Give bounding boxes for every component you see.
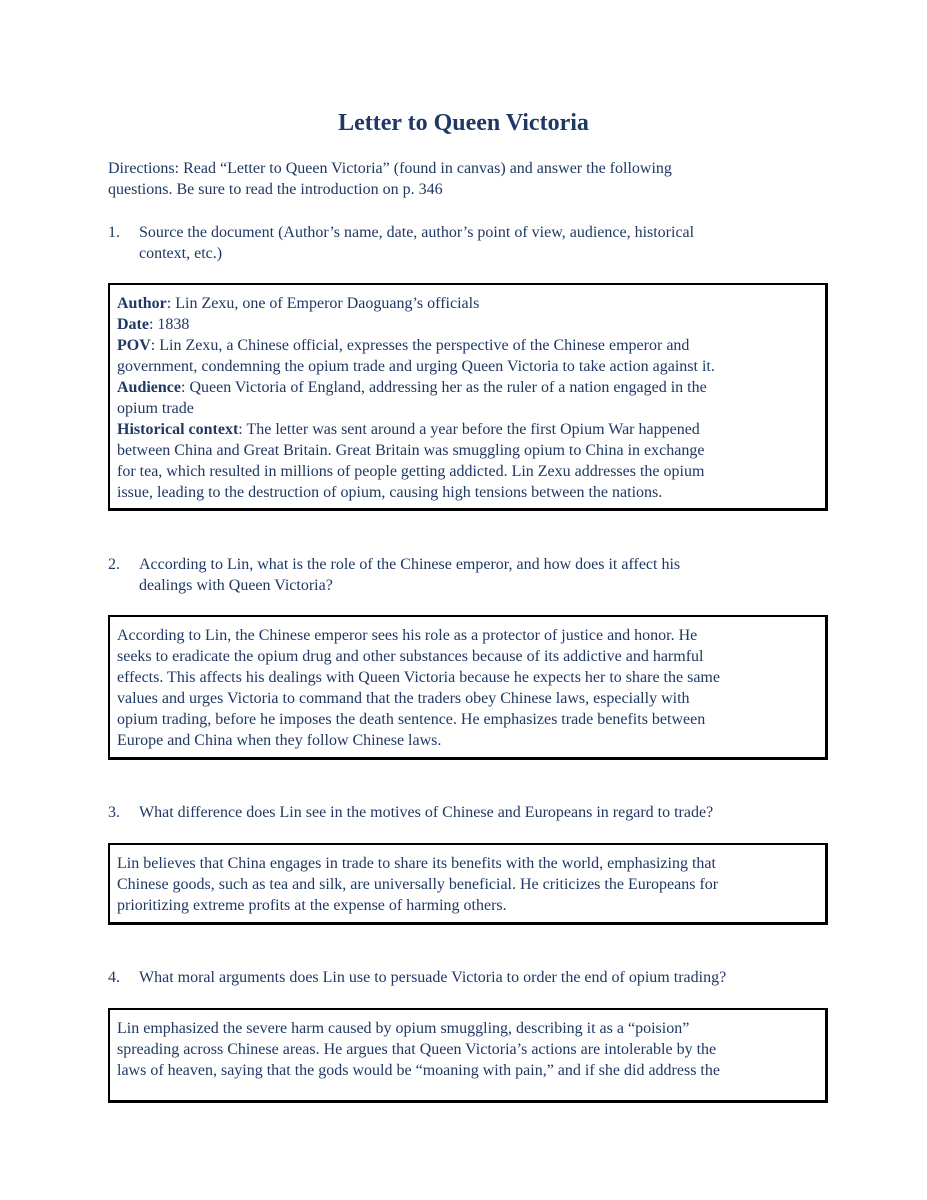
- answer-line: [117, 419, 817, 440]
- question-line: According to Lin, what is the role of the Chinese emperor, and how does it affect his: [139, 556, 681, 573]
- question-text: [139, 967, 808, 988]
- question-3: [108, 802, 808, 823]
- document-title: Letter to Queen Victoria: [338, 110, 589, 136]
- audience-value: : Queen Victoria of England, addressing her as the ruler of a nation engaged in the: [181, 379, 707, 396]
- answer-line: Lin believes that China engages in trade to share its benefits with the world, emphasizing that: [117, 855, 716, 872]
- answer-line: effects. This affects his dealings with Queen Victoria because he expects her to share the same: [117, 669, 720, 686]
- question-number: 2.: [108, 556, 120, 573]
- question-text: [139, 222, 808, 264]
- date-label: Date: [117, 316, 149, 333]
- answer-box-4[interactable]: [108, 1008, 828, 1103]
- question-1: [108, 222, 808, 264]
- answer-line: laws of heaven, saying that the gods would be “moaning with pain,” and if she did address the: [117, 1062, 720, 1079]
- answer-line: between China and Great Britain. Great Britain was smuggling opium to China in exchange: [117, 442, 705, 459]
- pov-value: : Lin Zexu, a Chinese official, expresses the perspective of the Chinese emperor and: [150, 337, 690, 354]
- answer-line: government, condemning the opium trade and urging Queen Victoria to take action against it.: [117, 358, 715, 375]
- answer-line: prioritizing extreme profits at the expense of harming others.: [117, 897, 507, 914]
- answer-box-1[interactable]: [108, 283, 828, 511]
- answer-line: According to Lin, the Chinese emperor sees his role as a protector of justice and honor. He: [117, 627, 698, 644]
- answer-line: spreading across Chinese areas. He argues that Queen Victoria’s actions are intolerable by the: [117, 1041, 717, 1058]
- question-line: context, etc.): [139, 245, 223, 262]
- answer-line: Lin emphasized the severe harm caused by opium smuggling, describing it as a “poision”: [117, 1020, 690, 1037]
- answer-box-2[interactable]: [108, 615, 828, 760]
- context-value: : The letter was sent around a year before the first Opium War happened: [238, 421, 700, 438]
- question-text: [139, 554, 808, 596]
- answer-line: Chinese goods, such as tea and silk, are universally beneficial. He criticizes the Europeans for: [117, 876, 719, 893]
- audience-label: Audience: [117, 379, 181, 396]
- directions-line: Directions: Read “Letter to Queen Victoria” (found in canvas) and answer the following: [108, 160, 672, 177]
- date-value: : 1838: [148, 316, 190, 333]
- answer-box-3[interactable]: [108, 843, 828, 925]
- answer-line: issue, leading to the destruction of opium, causing high tensions between the nations.: [117, 484, 663, 501]
- context-label: Historical context: [117, 421, 239, 438]
- question-number: 1.: [108, 224, 120, 241]
- answer-line: [117, 293, 817, 314]
- directions-line: questions. Be sure to read the introduction on p. 346: [108, 181, 443, 198]
- answer-line: for tea, which resulted in millions of people getting addicted. Lin Zexu addresses the opium: [117, 463, 705, 480]
- answer-line: opium trading, before he imposes the death sentence. He emphasizes trade benefits between: [117, 711, 706, 728]
- directions: [108, 158, 788, 200]
- question-line: What moral arguments does Lin use to persuade Victoria to order the end of opium trading?: [139, 969, 727, 986]
- question-line: dealings with Queen Victoria?: [139, 577, 333, 594]
- question-line: Source the document (Author’s name, date, author’s point of view, audience, historical: [139, 224, 695, 241]
- answer-line: opium trade: [117, 400, 194, 417]
- author-value: : Lin Zexu, one of Emperor Daoguang’s officials: [166, 295, 480, 312]
- question-number: 4.: [108, 969, 120, 986]
- answer-line: [117, 377, 817, 398]
- pov-label: POV: [117, 337, 151, 354]
- answer-line: [117, 335, 817, 356]
- question-2: [108, 554, 808, 596]
- answer-line: values and urges Victoria to command that the traders obey Chinese laws, especially with: [117, 690, 690, 707]
- answer-line: Europe and China when they follow Chinese laws.: [117, 732, 442, 749]
- question-text: [139, 802, 808, 823]
- question-line: What difference does Lin see in the motives of Chinese and Europeans in regard to trade?: [139, 804, 714, 821]
- answer-line: seeks to eradicate the opium drug and other substances because of its addictive and harmful: [117, 648, 704, 665]
- answer-line: [117, 314, 817, 335]
- author-label: Author: [117, 295, 167, 312]
- question-number: 3.: [108, 804, 120, 821]
- question-4: [108, 967, 808, 988]
